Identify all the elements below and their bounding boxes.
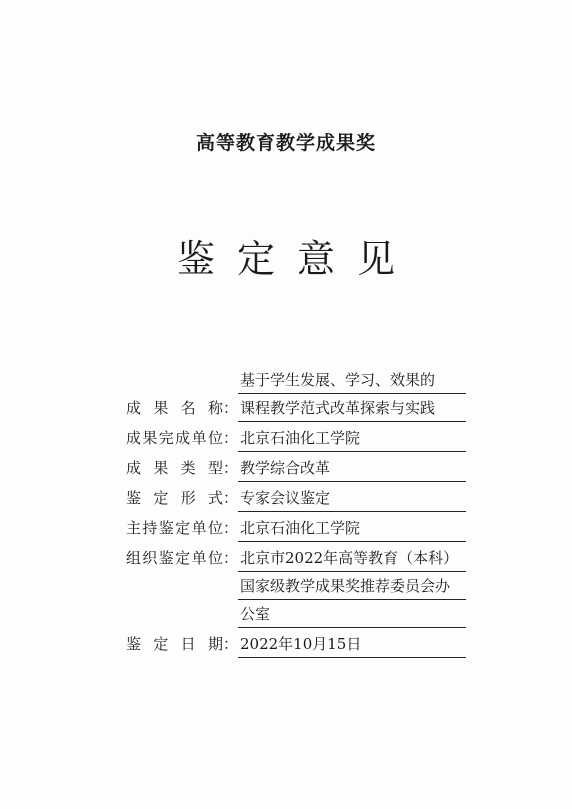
field-label-char: 日 <box>180 635 196 653</box>
field-value-line: 北京石油化工学院 <box>238 514 466 542</box>
field-achievement-name <box>126 366 466 422</box>
field-label <box>126 544 238 572</box>
field-value <box>238 544 466 628</box>
field-label-text <box>126 424 223 452</box>
field-value-line: 2022年10月15日 <box>238 630 466 658</box>
field-label-char: 单 <box>191 429 207 447</box>
field-value-line: 专家会议鉴定 <box>238 484 466 512</box>
field-colon: ： <box>222 549 238 567</box>
field-appraisal-form <box>126 484 466 512</box>
field-value <box>238 484 466 512</box>
field-label-char: 鉴 <box>158 519 174 537</box>
field-label-char: 型 <box>207 459 223 477</box>
field-value-line: 北京石油化工学院 <box>238 424 466 452</box>
field-value-line: 公室 <box>238 600 466 628</box>
field-label <box>126 514 238 542</box>
field-label-char: 果 <box>153 459 169 477</box>
field-label-char: 称 <box>207 399 223 417</box>
award-title: 高等教育教学成果奖 <box>195 132 376 154</box>
field-colon: ： <box>222 399 238 417</box>
field-label-text <box>126 514 223 542</box>
field-value-line: 教学综合改革 <box>238 454 466 482</box>
field-colon: ： <box>222 459 238 477</box>
field-label-char: 果 <box>153 399 169 417</box>
field-colon: ： <box>222 489 238 507</box>
field-label-text <box>126 484 223 512</box>
field-value <box>238 424 466 452</box>
field-organizing-unit <box>126 544 466 628</box>
field-label-char: 持 <box>142 519 158 537</box>
field-label <box>126 394 238 422</box>
field-completing-unit <box>126 424 466 452</box>
field-value-line: 国家级教学成果奖推荐委员会办 <box>238 572 466 600</box>
field-label <box>126 484 238 512</box>
field-label-text <box>126 394 223 422</box>
field-label-char: 果 <box>142 429 158 447</box>
field-colon: ： <box>222 519 238 537</box>
field-label-char: 位 <box>207 519 223 537</box>
field-label-text <box>126 544 223 572</box>
field-label-char: 单 <box>191 519 207 537</box>
field-label <box>126 630 238 658</box>
field-label-char: 成 <box>126 399 142 417</box>
field-value <box>238 454 466 482</box>
field-label-char: 组 <box>126 549 142 567</box>
field-label-char: 织 <box>142 549 158 567</box>
field-label-char: 成 <box>126 459 142 477</box>
field-value-line: 基于学生发展、学习、效果的 <box>238 366 466 394</box>
field-label-char: 鉴 <box>158 549 174 567</box>
field-achievement-type <box>126 454 466 482</box>
field-value-line: 北京市2022年高等教育（本科） <box>238 544 466 572</box>
document-title: 鉴定意见 <box>176 237 417 281</box>
field-label-char: 定 <box>175 549 191 567</box>
field-label-char: 形 <box>180 489 196 507</box>
field-label <box>126 424 238 452</box>
field-value <box>238 630 466 658</box>
field-appraisal-date <box>126 630 466 658</box>
field-value <box>238 514 466 542</box>
field-label-text <box>126 630 223 658</box>
field-label-char: 期 <box>207 635 223 653</box>
field-label-char: 单 <box>191 549 207 567</box>
field-label-char: 位 <box>207 429 223 447</box>
appraisal-form <box>126 366 466 658</box>
field-label-char: 主 <box>126 519 142 537</box>
field-value <box>238 366 466 422</box>
field-colon: ： <box>222 635 238 653</box>
field-label-char: 名 <box>180 399 196 417</box>
field-colon: ： <box>222 429 238 447</box>
field-label-char: 完 <box>158 429 174 447</box>
field-label <box>126 454 238 482</box>
field-label-text <box>126 454 223 482</box>
field-label-char: 成 <box>126 429 142 447</box>
field-label-char: 定 <box>175 519 191 537</box>
field-label-char: 定 <box>153 635 169 653</box>
field-label-char: 成 <box>175 429 191 447</box>
field-label-char: 位 <box>207 549 223 567</box>
field-label-char: 式 <box>207 489 223 507</box>
field-label-char: 定 <box>153 489 169 507</box>
field-label-char: 鉴 <box>126 635 142 653</box>
field-host-unit <box>126 514 466 542</box>
field-label-char: 鉴 <box>126 489 142 507</box>
field-label-char: 类 <box>180 459 196 477</box>
field-value-line: 课程教学范式改革探索与实践 <box>238 394 466 422</box>
